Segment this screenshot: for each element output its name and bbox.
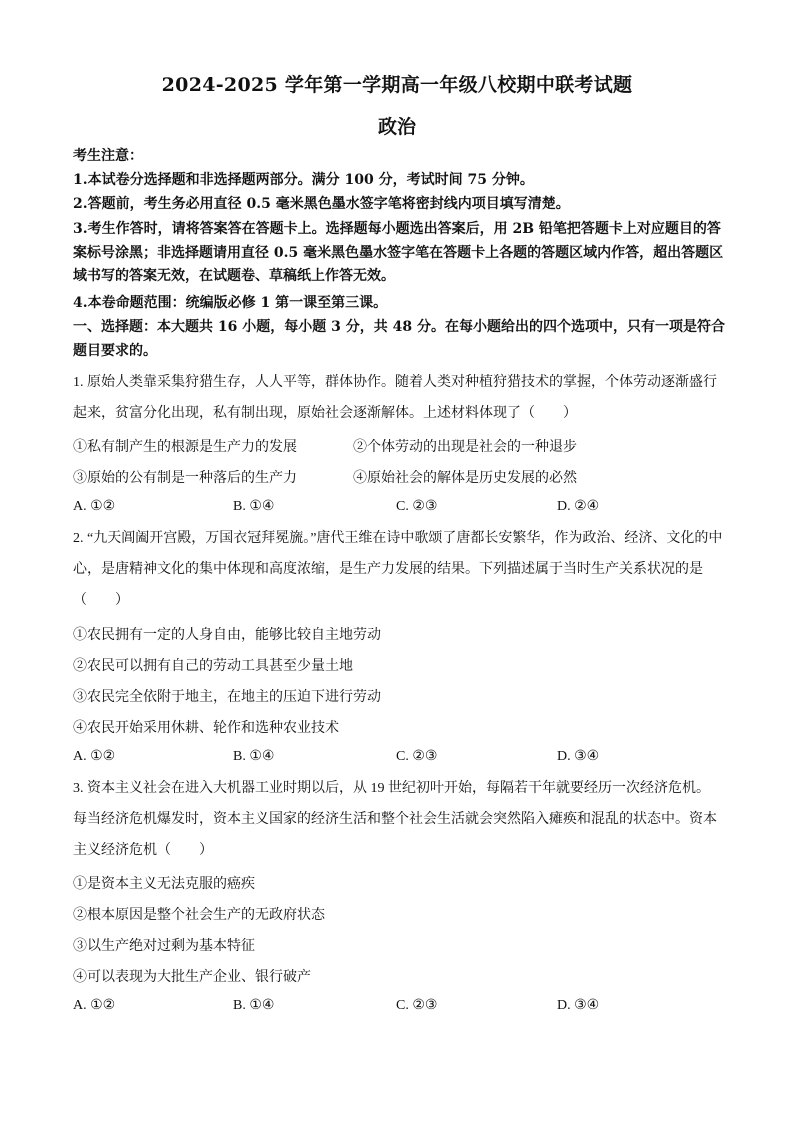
q2-statement-2: ②农民可以拥有自己的劳动工具甚至少量土地 xyxy=(73,659,353,674)
notice-item-1: 1.本试卷分选择题和非选择题两部分。满分 100 分，考试时间 75 分钟。 xyxy=(73,172,534,188)
q2-statement-4: ④农民开始采用休耕、轮作和选种农业技术 xyxy=(73,721,339,736)
q3-statement-4: ④可以表现为大批生产企业、银行破产 xyxy=(73,970,311,985)
q2-option-d[interactable]: D. ③④ xyxy=(557,749,600,764)
q1-statement-4: ④原始社会的解体是历史发展的必然 xyxy=(353,471,577,486)
q1-statement-3: ③原始的公有制是一种落后的生产力 xyxy=(73,471,297,486)
q2-statement-3: ③农民完全依附于地主，在地主的压迫下进行劳动 xyxy=(73,690,381,705)
question-1-stem: 1. 原始人类靠采集狩猎生存，人人平等，群体协作。随着人类对种植狩猎技术的掌握，个体劳动逐渐盛行起来，贫富分化出现，私有制出现，原始社会逐渐解体。上述材料体现了（ ） xyxy=(73,375,717,421)
question-2-stem: 2. “九天阊阖开宫殿，万国衣冠拜冕旒。”唐代王维在诗中歌颂了唐都长安繁华，作为政治、经济、文化的中心，是唐精神文化的集中体现和高度浓缩，是生产力发展的结果。下列描述属于当时生产关系状况的是（ ） xyxy=(73,531,723,608)
notice-heading: 考生注意： xyxy=(73,148,143,164)
q2-option-a[interactable]: A. ①② xyxy=(73,749,116,764)
q3-statement-2: ②根本原因是整个社会生产的无政府状态 xyxy=(73,908,325,923)
q3-statement-3: ③以生产绝对过剩为基本特征 xyxy=(73,939,255,954)
q1-option-c[interactable]: C. ②③ xyxy=(396,499,438,514)
q3-option-a[interactable]: A. ①② xyxy=(73,998,116,1013)
question-3-stem: 3. 资本主义社会在进入大机器工业时期以后，从 19 世纪初叶开始，每隔若干年就要经历一次经济危机。每当经济危机爆发时，资本主义国家的经济生活和整个社会生活就会突然陷入瘫痪和混乱的状态中。资本主义经济危机（ ） xyxy=(73,781,717,858)
q1-statement-2: ②个体劳动的出现是社会的一种退步 xyxy=(353,440,577,455)
q1-option-a[interactable]: A. ①② xyxy=(73,499,116,514)
notice-item-2: 2.答题前，考生务必用直径 0.5 毫米黑色墨水签字笔将密封线内项目填写清楚。 xyxy=(73,196,570,212)
notice-item-3: 3.考生作答时，请将答案答在答题卡上。选择题每小题选出答案后，用 2B 铅笔把答题卡上对应题目的答案标号涂黑；非选择题请用直径 0.5 毫米黑色墨水签字笔在答题卡上各题的答题区域内作答，超出答题区域书写的答案无效，在试题卷、草稿纸上作答无效。 xyxy=(73,221,724,284)
q2-option-c[interactable]: C. ②③ xyxy=(396,749,438,764)
q3-option-b[interactable]: B. ①④ xyxy=(233,998,275,1013)
q3-option-c[interactable]: C. ②③ xyxy=(396,998,438,1013)
q1-statement-1: ①私有制产生的根源是生产力的发展 xyxy=(73,440,297,455)
notice-item-4: 4.本卷命题范围：统编版必修 1 第一课至第三课。 xyxy=(73,295,388,311)
section-heading: 一、选择题：本大题共 16 小题，每小题 3 分，共 48 分。在每小题给出的四个选项中，只有一项是符合题目要求的。 xyxy=(73,319,725,359)
q1-option-d[interactable]: D. ②④ xyxy=(557,499,600,514)
subject-title: 政治 xyxy=(377,116,416,138)
q3-statement-1: ①是资本主义无法克服的癌疾 xyxy=(73,877,255,892)
q2-option-b[interactable]: B. ①④ xyxy=(233,749,275,764)
q3-option-d[interactable]: D. ③④ xyxy=(557,998,600,1013)
exam-title: 2024-2025 学年第一学期高一年级八校期中联考试题 xyxy=(161,74,633,96)
q1-option-b[interactable]: B. ①④ xyxy=(233,499,275,514)
q2-statement-1: ①农民拥有一定的人身自由，能够比较自主地劳动 xyxy=(73,628,381,643)
